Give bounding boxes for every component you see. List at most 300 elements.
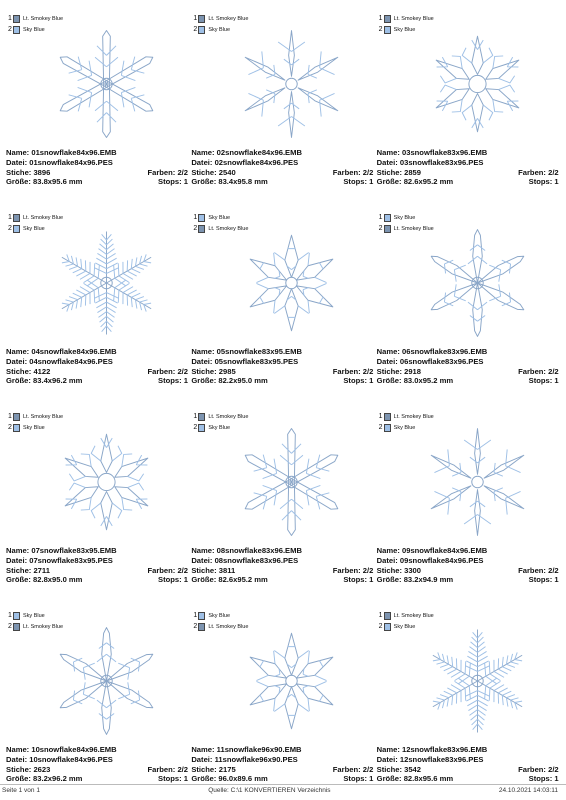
stops-label: Stops:: [343, 376, 367, 386]
colors-value: 2/2: [362, 366, 374, 376]
stitches-line: [6, 765, 188, 775]
file-value: 10snowflake84x96.PES: [29, 754, 113, 764]
size-label: Größe:: [376, 177, 402, 187]
stop-count: [158, 774, 188, 784]
design-size: [377, 177, 453, 187]
design-name: [6, 347, 117, 357]
size-label: Größe:: [376, 774, 402, 784]
file-line: [377, 556, 559, 566]
stop-count: [529, 575, 559, 585]
thread-swatch: [198, 225, 205, 233]
stops-label: Stops:: [528, 177, 553, 187]
stops-label: Stops:: [528, 376, 553, 386]
design-info: [191, 745, 373, 784]
size-line: [6, 575, 188, 585]
stitches-value: 2918: [404, 366, 422, 376]
stitches-label: Stiche:: [6, 167, 32, 177]
stops-label: Stops:: [528, 575, 553, 585]
snowflake-preview: [54, 227, 159, 339]
snowflake-preview: [239, 426, 344, 538]
design-size: [6, 774, 82, 784]
name-label: Name:: [191, 347, 215, 356]
thread-entry: [8, 411, 63, 422]
name-value: 04snowflake84x96.EMB: [31, 347, 117, 356]
design-row: [6, 605, 562, 800]
stops-label: Stops:: [158, 376, 182, 386]
thread-swatch: [198, 15, 205, 23]
file-line: [6, 357, 188, 367]
stitches-label: Stiche:: [191, 565, 217, 575]
thread-number: 2: [193, 622, 198, 630]
name-value: 05snowflake83x95.EMB: [216, 347, 302, 356]
file-line: [377, 158, 559, 168]
size-label: Größe:: [191, 575, 217, 585]
file-value: 08snowflake83x96.PES: [214, 555, 299, 565]
thread-entry: [379, 13, 434, 24]
file-value: 02snowflake84x96.PES: [214, 157, 299, 167]
thread-color-name: Lt. Smokey Blue: [393, 15, 434, 22]
thread-swatch: [384, 424, 391, 432]
size-line: [191, 575, 373, 585]
thread-number: 2: [378, 25, 383, 33]
size-line: [6, 774, 188, 784]
stops-value: 1: [183, 774, 188, 784]
stitches-label: Stiche:: [191, 764, 217, 774]
thread-color-name: Lt. Smokey Blue: [23, 413, 64, 420]
stops-label: Stops:: [343, 177, 367, 187]
thread-entry: [379, 610, 434, 621]
file-line: [6, 755, 188, 765]
stops-value: 1: [369, 774, 374, 784]
file-value: 09snowflake84x96.PES: [399, 555, 484, 565]
stitches-label: Stiche:: [191, 167, 217, 177]
design-grid: [6, 8, 562, 800]
name-line: [6, 347, 188, 357]
thread-color-name: Sky Blue: [208, 26, 231, 33]
stop-count: [343, 177, 373, 187]
stitches-line: [377, 765, 559, 775]
stitches-label: Stiche:: [6, 764, 32, 774]
name-line: [6, 148, 188, 158]
design-file: [6, 158, 113, 168]
snowflake-preview: [54, 426, 159, 538]
design-file: [377, 158, 484, 168]
thread-swatch: [13, 15, 20, 23]
design-row: [6, 207, 562, 406]
colors-label: Farben:: [332, 764, 361, 774]
size-value: 82.2x95.0 mm: [218, 376, 268, 386]
thread-swatch: [198, 612, 205, 620]
design-info: [191, 347, 373, 386]
thread-swatch: [198, 413, 205, 421]
name-value: 09snowflake84x96.EMB: [402, 546, 488, 555]
stitches-value: 2623: [33, 764, 51, 774]
color-count: [333, 566, 374, 576]
name-line: [191, 546, 373, 556]
name-label: Name:: [376, 347, 400, 356]
stitches-label: Stiche:: [6, 366, 32, 376]
design-info: [191, 546, 373, 585]
name-line: [377, 148, 559, 158]
thread-number: 1: [8, 412, 12, 420]
design-card: [191, 605, 376, 800]
color-count: [147, 168, 188, 178]
name-label: Name:: [191, 148, 215, 157]
thread-color-name: Lt. Smokey Blue: [393, 225, 434, 232]
thread-color-name: Lt. Smokey Blue: [23, 214, 64, 221]
name-label: Name:: [6, 745, 30, 754]
thread-number: 1: [378, 611, 383, 619]
stops-value: 1: [369, 177, 374, 187]
design-name: [191, 347, 302, 357]
color-count: [518, 566, 559, 576]
thread-entry: [8, 610, 63, 621]
stop-count: [529, 376, 559, 386]
design-card: [377, 406, 562, 605]
design-info: [377, 148, 559, 187]
colors-value: 2/2: [177, 366, 188, 376]
thread-swatch: [13, 214, 20, 222]
design-size: [191, 575, 267, 585]
thread-number: 1: [378, 213, 383, 221]
stitch-count: [377, 367, 421, 377]
stitches-line: [6, 367, 188, 377]
page-number: Seite 1 von 1: [2, 787, 40, 794]
stops-value: 1: [183, 376, 188, 386]
stops-label: Stops:: [158, 575, 182, 585]
design-name: [6, 148, 117, 158]
thread-swatch: [13, 413, 20, 421]
file-value: 05snowflake83x95.PES: [214, 356, 299, 366]
size-line: [191, 774, 373, 784]
thread-number: 1: [378, 14, 383, 22]
stitch-count: [191, 367, 235, 377]
colors-label: Farben:: [518, 764, 546, 774]
size-value: 83.2x96.2 mm: [33, 774, 83, 784]
thread-swatch: [384, 15, 391, 23]
stop-count: [343, 575, 373, 585]
file-label: Datei:: [376, 754, 398, 764]
name-line: [6, 546, 188, 556]
design-card: [377, 605, 562, 800]
name-value: 10snowflake84x96.EMB: [31, 745, 117, 754]
snowflake-preview: [239, 227, 344, 339]
file-label: Datei:: [6, 555, 28, 565]
thread-swatch: [198, 214, 205, 222]
name-label: Name:: [376, 546, 400, 555]
stop-count: [343, 774, 373, 784]
design-file: [377, 357, 484, 367]
colors-label: Farben:: [332, 366, 361, 376]
size-value: 82.8x95.0 mm: [33, 575, 83, 585]
print-datetime: 24.10.2021 14:03:11: [498, 787, 558, 794]
design-card: [6, 406, 191, 605]
thread-color-name: Lt. Smokey Blue: [208, 225, 249, 232]
design-name: [377, 148, 488, 158]
thread-number: 2: [378, 423, 383, 431]
thread-color-name: Sky Blue: [393, 214, 416, 221]
file-line: [191, 357, 373, 367]
colors-label: Farben:: [518, 167, 546, 177]
thread-number: 2: [193, 25, 198, 33]
file-label: Datei:: [191, 356, 213, 366]
design-info: [6, 347, 188, 386]
file-value: 06snowflake83x96.PES: [399, 356, 484, 366]
thread-entry: [193, 610, 248, 621]
design-name: [6, 546, 117, 556]
stitch-count: [191, 168, 235, 178]
stops-value: 1: [183, 177, 188, 187]
file-value: 12snowflake83x96.PES: [399, 754, 484, 764]
file-label: Datei:: [376, 157, 398, 167]
name-value: 02snowflake84x96.EMB: [216, 148, 302, 157]
thread-entry: [193, 13, 248, 24]
file-value: 04snowflake84x96.PES: [29, 356, 113, 366]
thread-entry: [379, 212, 434, 223]
design-file: [377, 755, 484, 765]
file-label: Datei:: [191, 754, 213, 764]
name-value: 12snowflake83x96.EMB: [402, 745, 488, 754]
design-card: [6, 8, 191, 207]
color-count: [333, 765, 374, 775]
thread-number: 1: [8, 14, 12, 22]
stitches-line: [6, 566, 188, 576]
design-file: [6, 556, 113, 566]
colors-label: Farben:: [332, 565, 361, 575]
stops-value: 1: [554, 177, 559, 187]
file-label: Datei:: [6, 754, 28, 764]
design-size: [191, 376, 267, 386]
design-file: [191, 755, 297, 765]
size-value: 83.0x95.2 mm: [403, 376, 454, 386]
thread-swatch: [13, 26, 20, 34]
color-count: [333, 168, 374, 178]
file-value: 07snowflake83x95.PES: [29, 555, 113, 565]
stitches-value: 4122: [33, 366, 51, 376]
stop-count: [158, 575, 188, 585]
snowflake-preview: [54, 28, 159, 140]
thread-number: 1: [8, 213, 12, 221]
stops-value: 1: [369, 575, 374, 585]
thread-color-name: Lt. Smokey Blue: [393, 413, 434, 420]
stitches-value: 2540: [218, 167, 236, 177]
stitch-count: [6, 168, 50, 178]
thread-number: 2: [193, 423, 198, 431]
colors-label: Farben:: [147, 565, 176, 575]
name-line: [191, 347, 373, 357]
thread-swatch: [198, 424, 205, 432]
design-size: [191, 177, 267, 187]
thread-color-name: Sky Blue: [23, 26, 45, 33]
thread-swatch: [384, 612, 391, 620]
thread-swatch: [384, 214, 391, 222]
colors-label: Farben:: [332, 167, 361, 177]
design-size: [377, 774, 453, 784]
design-name: [191, 148, 302, 158]
design-name: [191, 745, 301, 755]
thread-color-name: Lt. Smokey Blue: [208, 413, 249, 420]
stops-label: Stops:: [158, 177, 182, 187]
stitches-line: [377, 566, 559, 576]
size-line: [6, 177, 188, 187]
design-info: [6, 148, 188, 187]
thread-number: 1: [378, 412, 383, 420]
file-line: [191, 556, 373, 566]
stitches-line: [191, 168, 373, 178]
name-line: [191, 148, 373, 158]
color-count: [147, 566, 188, 576]
file-line: [377, 357, 559, 367]
stitches-value: 2859: [404, 167, 422, 177]
design-info: [377, 546, 559, 585]
stitches-line: [191, 765, 373, 775]
stitches-label: Stiche:: [376, 366, 402, 376]
thread-color-name: Sky Blue: [393, 26, 416, 33]
size-value: 83.4x96.2 mm: [33, 376, 83, 386]
design-card: [6, 605, 191, 800]
stitches-label: Stiche:: [191, 366, 217, 376]
stitches-line: [6, 168, 188, 178]
design-card: [191, 406, 376, 605]
stitch-count: [191, 765, 235, 775]
size-label: Größe:: [191, 376, 217, 386]
thread-number: 1: [8, 611, 12, 619]
thread-swatch: [198, 26, 205, 34]
design-info: [6, 546, 188, 585]
size-value: 83.2x94.9 mm: [403, 575, 454, 585]
stitches-line: [191, 566, 373, 576]
stitches-value: 2985: [218, 366, 236, 376]
size-value: 82.8x95.6 mm: [403, 774, 454, 784]
thread-swatch: [13, 612, 20, 620]
thread-number: 2: [8, 224, 12, 232]
stops-value: 1: [369, 376, 374, 386]
name-value: 08snowflake83x96.EMB: [216, 546, 302, 555]
stitches-value: 3300: [404, 565, 422, 575]
name-label: Name:: [191, 745, 215, 754]
size-value: 82.6x95.2 mm: [218, 575, 268, 585]
colors-value: 2/2: [177, 764, 188, 774]
design-name: [377, 546, 488, 556]
thread-swatch: [384, 413, 391, 421]
file-value: 01snowflake84x96.PES: [29, 157, 113, 167]
design-file: [6, 357, 113, 367]
stop-count: [158, 376, 188, 386]
size-line: [377, 376, 559, 386]
name-label: Name:: [6, 347, 30, 356]
stitch-count: [6, 765, 50, 775]
thread-swatch: [384, 225, 391, 233]
stitches-line: [377, 168, 559, 178]
stops-value: 1: [554, 575, 559, 585]
page-footer: [2, 787, 558, 794]
design-name: [191, 546, 302, 556]
size-label: Größe:: [6, 575, 31, 585]
stop-count: [529, 774, 559, 784]
size-label: Größe:: [6, 376, 31, 386]
design-file: [191, 556, 298, 566]
colors-label: Farben:: [147, 366, 176, 376]
thread-entry: [193, 212, 248, 223]
design-card: [377, 8, 562, 207]
thread-entry: [193, 411, 248, 422]
name-label: Name:: [6, 148, 30, 157]
stops-label: Stops:: [343, 774, 367, 784]
design-size: [6, 575, 82, 585]
file-label: Datei:: [6, 157, 28, 167]
thread-color-name: Sky Blue: [208, 214, 231, 221]
name-value: 03snowflake83x96.EMB: [402, 148, 488, 157]
file-label: Datei:: [191, 157, 213, 167]
file-value: 11snowflake96x90.PES: [214, 754, 298, 764]
stitches-value: 3896: [33, 167, 51, 177]
name-line: [191, 745, 373, 755]
file-label: Datei:: [376, 555, 398, 565]
thread-color-name: Sky Blue: [208, 612, 231, 619]
thread-swatch: [13, 225, 20, 233]
snowflake-preview: [425, 625, 530, 737]
design-file: [191, 158, 298, 168]
stitch-count: [6, 566, 50, 576]
name-line: [377, 347, 559, 357]
name-line: [377, 745, 559, 755]
name-value: 11snowflake96x90.EMB: [216, 745, 302, 754]
size-value: 83.8x95.6 mm: [33, 177, 83, 187]
name-line: [6, 745, 188, 755]
source-path: Quelle: C:\1 KONVERTIEREN Verzeichnis: [208, 787, 331, 794]
design-name: [377, 745, 488, 755]
colors-value: 2/2: [548, 366, 559, 376]
file-line: [6, 158, 188, 168]
size-label: Größe:: [6, 774, 31, 784]
name-line: [377, 546, 559, 556]
thread-swatch: [384, 623, 391, 631]
stops-value: 1: [554, 774, 559, 784]
design-info: [191, 148, 373, 187]
file-label: Datei:: [6, 356, 28, 366]
size-value: 96.0x89.6 mm: [218, 774, 268, 784]
size-line: [191, 376, 373, 386]
thread-number: 2: [8, 25, 12, 33]
stops-label: Stops:: [343, 575, 367, 585]
stitches-label: Stiche:: [6, 565, 32, 575]
size-label: Größe:: [191, 774, 217, 784]
footer-divider: [0, 784, 566, 785]
thread-swatch: [384, 26, 391, 34]
thread-color-name: Sky Blue: [23, 225, 45, 232]
snowflake-preview: [239, 28, 344, 140]
stops-label: Stops:: [158, 774, 182, 784]
thread-swatch: [13, 424, 20, 432]
design-info: [377, 347, 559, 386]
colors-value: 2/2: [177, 167, 188, 177]
stitches-line: [377, 367, 559, 377]
name-label: Name:: [376, 148, 400, 157]
design-size: [377, 376, 453, 386]
snowflake-preview: [239, 625, 344, 737]
thread-color-name: Lt. Smokey Blue: [208, 15, 249, 22]
file-label: Datei:: [191, 555, 213, 565]
thread-number: 2: [378, 224, 383, 232]
thread-color-name: Lt. Smokey Blue: [23, 15, 64, 22]
thread-number: 2: [8, 423, 12, 431]
design-card: [6, 207, 191, 406]
size-label: Größe:: [376, 376, 402, 386]
stitches-value: 2175: [218, 764, 236, 774]
snowflake-preview: [425, 28, 530, 140]
stitches-value: 2711: [33, 565, 50, 575]
size-label: Größe:: [191, 177, 217, 187]
